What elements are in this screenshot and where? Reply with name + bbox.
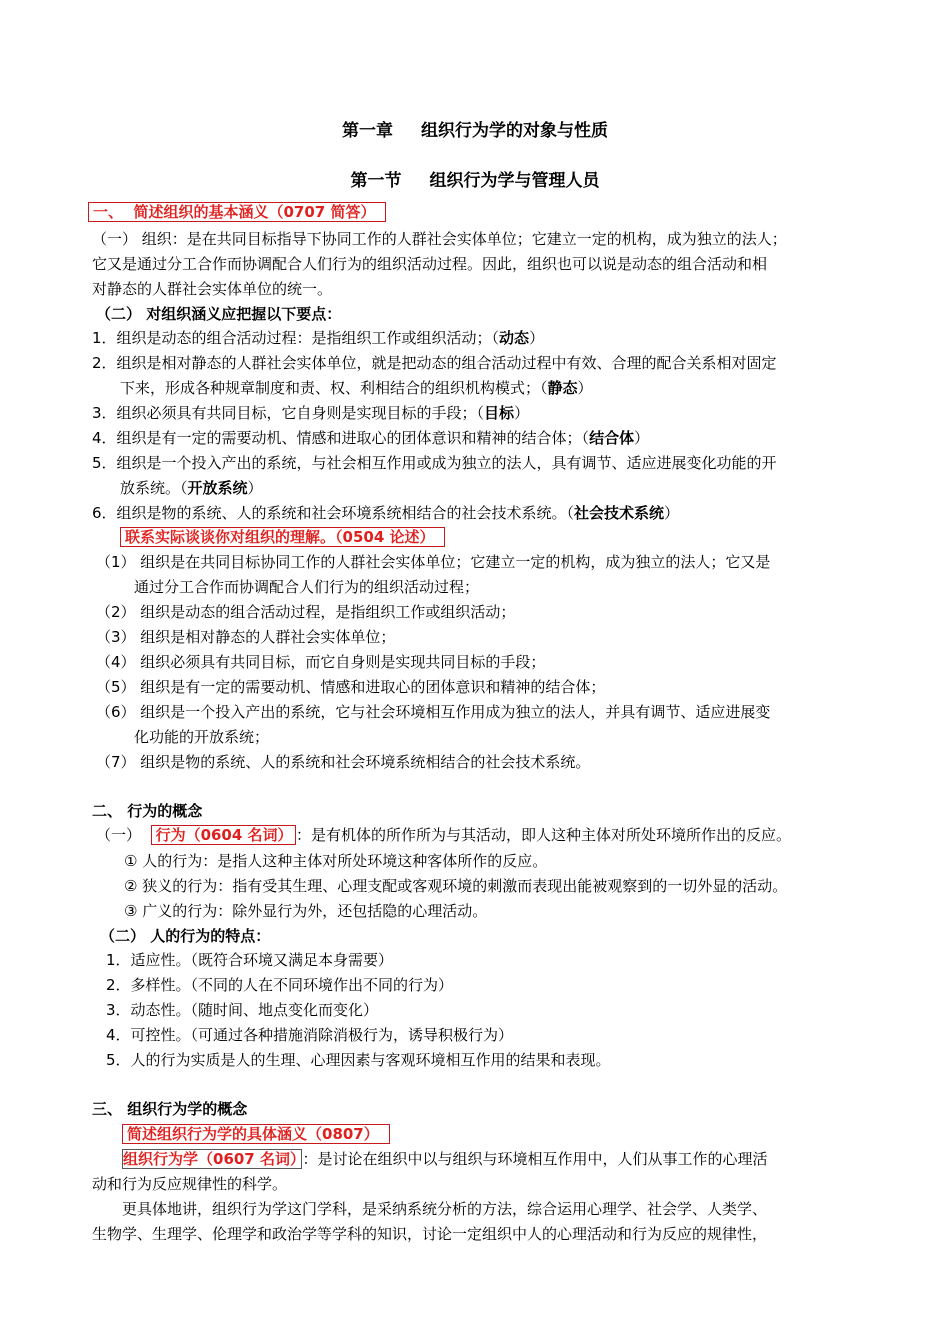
essay-item: （4） 组织必须具有共同目标，而它自身则是实现共同目标的手段； [96,653,546,671]
chapter-title: 第一章 组织行为学的对象与性质 [342,121,608,141]
section3-heading: 三、 组织行为学的概念 [92,1100,248,1118]
point-item: 1．组织是动态的组合活动过程：是指组织工作或组织活动；（动态） [92,329,545,347]
feature-item: 2．多样性。（不同的人在不同环境作出不同的行为） [106,976,454,994]
ob-paragraph-line: 更具体地讲，组织行为学这门学科，是采纳系统分析的方法，综合运用心理学、社会学、人类学、 [122,1200,768,1218]
ob-definition-cont: 动和行为反应规律性的科学。 [92,1175,288,1193]
ob-paragraph-line: 生物学、生理学、伦理学和政治学等学科的知识，讨论一定组织中人的心理活动和行为反应的规律性， [92,1225,768,1243]
feature-item: 4．可控性。（可通过各种措施消除消极行为，诱导积极行为） [106,1026,514,1044]
features-heading: （二） 人的行为的特点： [100,927,271,945]
org-definition-line: 它又是通过分工合作而协调配合人们行为的组织活动过程。因此，组织也可以说是动态的组合活动和相 [92,255,768,273]
ob-definition: 组织行为学（0607 名词） ：是讨论在组织中以与组织与环境相互作用中，人们从事工作的心理活 [123,1150,768,1168]
org-definition-line: （一） 组织：是在共同目标指导下协同工作的人群社会实体单位；它建立一定的机构，成为独立的法人； [92,230,787,248]
feature-item: 1．适应性。（既符合环境又满足本身需要） [106,951,394,969]
point-item: 3．组织必须具有共同目标，它自身则是实现目标的手段；（目标） [92,404,530,422]
points-heading: （二） 对组织涵义应把握以下要点： [96,305,342,323]
point-item: 4．组织是有一定的需要动机、情感和进取心的团体意识和精神的结合体；（结合体） [92,429,650,447]
essay-item: （7） 组织是物的系统、人的系统和社会环境系统相结合的社会技术系统。 [96,753,591,771]
essay-item: （6） 组织是一个投入产出的系统，它与社会环境相互作用成为独立的法人，并具有调节、适应进展变 [96,703,771,721]
behavior-item: ③ 广义的行为：除外显行为外，还包括隐的心理活动。 [124,902,488,920]
section2-heading: 二、 行为的概念 [92,802,203,820]
point-item: 6．组织是物的系统、人的系统和社会环境系统相结合的社会技术系统。（社会技术系统） [92,504,680,522]
ob-meaning-box: 简述组织行为学的具体涵义（0807） [122,1124,390,1144]
org-definition-line: 对静态的人群社会实体单位的统一。 [92,280,333,298]
essay-item: （2） 组织是动态的组合活动过程，是指组织工作或组织活动； [96,603,516,621]
ob-term-box: 组织行为学（0607 名词） [122,1149,302,1169]
behavior-term-box: 行为（0604 名词） [151,825,296,845]
point-item: 5．组织是一个投入产出的系统，与社会相互作用或成为独立的法人，具有调节、适应进展变化功能的开 [92,454,777,472]
essay-item: （3） 组织是相对静态的人群社会实体单位； [96,628,396,646]
essay-item-cont: 通过分工合作而协调配合人们行为的组织活动过程； [134,578,480,596]
section-title: 第一节 组织行为学与管理人员 [350,171,600,191]
essay-item: （5） 组织是有一定的需要动机、情感和进取心的团体意识和精神的结合体； [96,678,606,696]
behavior-definition: （一） 行为（0604 名词） ：是有机体的所作所为与其活动，即人这种主体对所处环境所作出的反应。 [96,826,792,844]
essay-item-cont: 化功能的开放系统； [134,728,270,746]
section1-heading: 一、 简述组织的基本涵义（0707 简答） [88,202,386,222]
feature-item: 5．人的行为实质是人的生理、心理因素与客观环境相互作用的结果和表现。 [106,1051,611,1069]
behavior-item: ② 狭义的行为：指有受其生理、心理支配或客观环境的刺激而表现出能被观察到的一切外显的活动。 [124,877,788,895]
point-item-cont: 放系统。（开放系统） [120,479,263,497]
essay-item: （1） 组织是在共同目标协同工作的人群社会实体单位；它建立一定的机构，成为独立的法人；它又是 [96,553,771,571]
feature-item: 3．动态性。（随时间、地点变化而变化） [106,1001,379,1019]
behavior-item: ① 人的行为：是指人这种主体对所处环境这种客体所作的反应。 [124,852,548,870]
point-item-cont: 下来，形成各种规章制度和责、权、利相结合的组织机构模式；（静态） [120,379,593,397]
essay-heading: 联系实际谈谈你对组织的理解。（0504 论述） [120,527,445,547]
point-item: 2．组织是相对静态的人群社会实体单位，就是把动态的组合活动过程中有效、合理的配合关系相对固定 [92,354,777,372]
